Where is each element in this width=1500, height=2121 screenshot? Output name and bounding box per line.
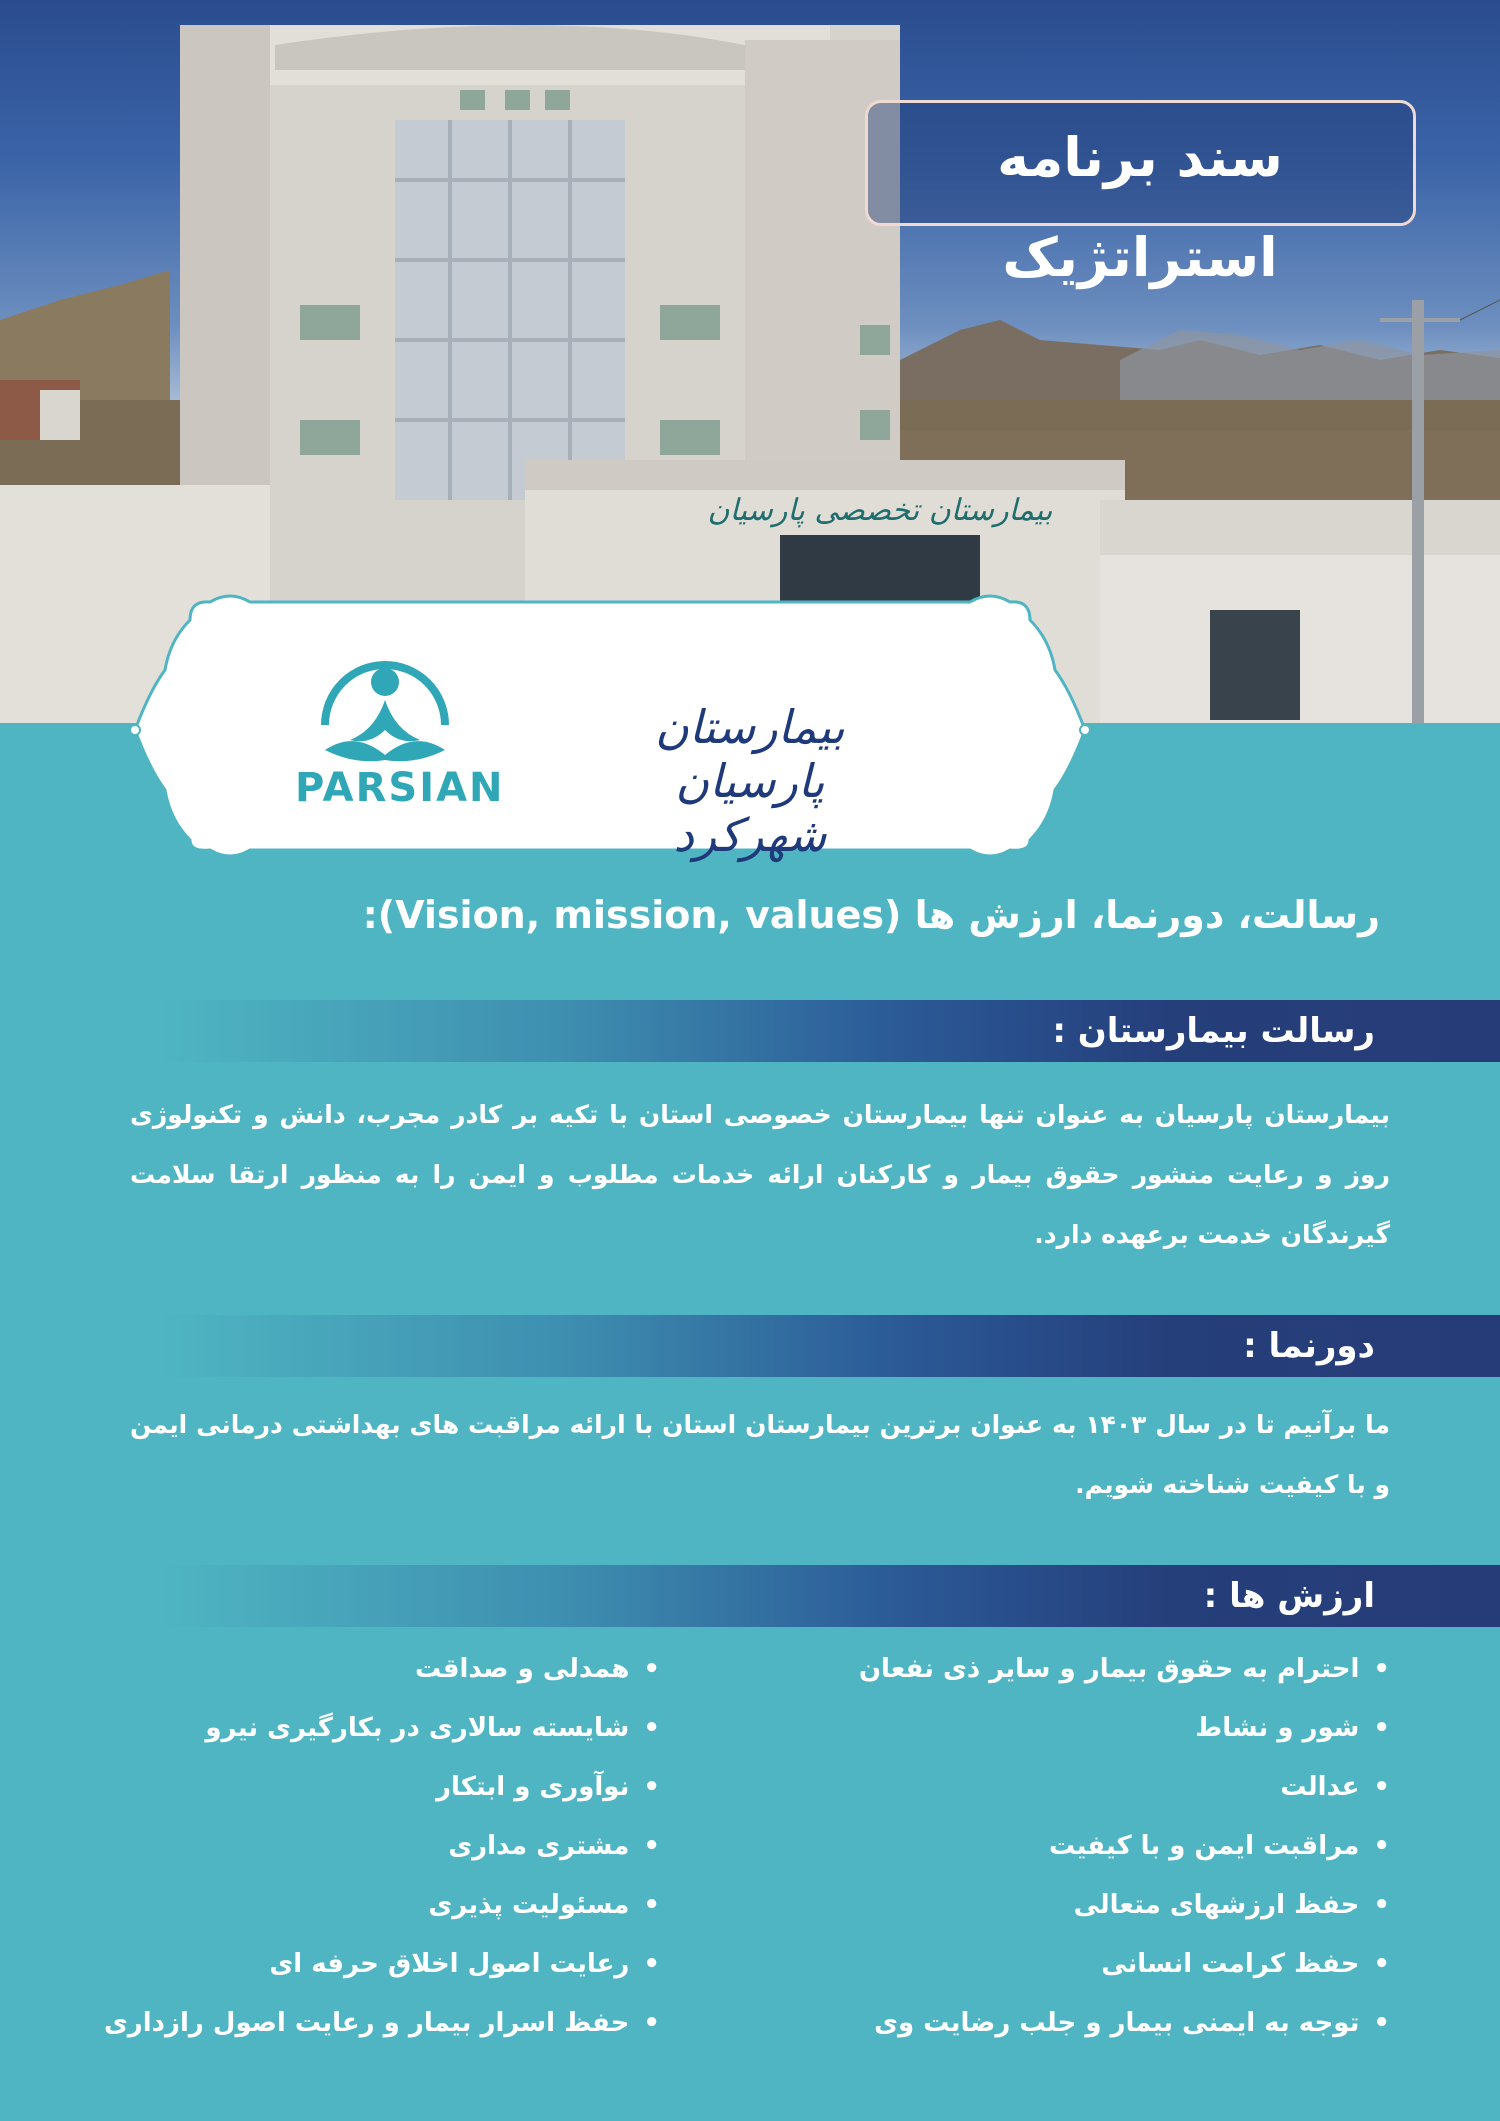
value-item: • مراقبت ایمن و با کیفیت xyxy=(830,1817,1390,1876)
value-item: • حفظ کرامت انسانی xyxy=(830,1935,1390,1994)
value-item: • توجه به ایمنی بیمار و جلب رضایت وی xyxy=(830,1994,1390,2053)
value-item: • احترام به حقوق بیمار و سایر ذی نفعان xyxy=(830,1640,1390,1699)
value-item: • همدلی و صداقت xyxy=(100,1640,660,1699)
main-heading: رسالت، دورنما، ارزش ها (Vision, mission, values): xyxy=(362,893,1380,937)
value-item: • مسئولیت پذیری xyxy=(100,1876,660,1935)
page-title: سند برنامه استراتژیک xyxy=(997,126,1283,289)
value-item: • مشتری مداری xyxy=(100,1817,660,1876)
value-item: • شور و نشاط xyxy=(830,1699,1390,1758)
vision-header-bar xyxy=(160,1315,1500,1377)
mission-text: بیمارستان پارسیان به عنوان تنها بیمارستان خصوصی استان با تکیه بر کادر مجرب، دانش و تکنولوژی روز و رعایت منشور حقوق بیمار و کارکنان ارائه خدمات مطلوب و ایمن را به منظور ارتقا سلامت گیرندگان خدمت برعهده دارد. xyxy=(130,1100,1390,1249)
value-item: • نوآوری و ابتکار xyxy=(100,1758,660,1817)
values-list-right xyxy=(830,1640,1390,2053)
vision-text: ما برآنیم تا در سال ۱۴۰۳ به عنوان برترین بیمارستان استان با ارائه مراقبت های بهداشتی درمانی ایمن و با کیفیت شناخته شویم. xyxy=(130,1410,1390,1499)
parsian-logo-text: PARSIAN xyxy=(295,765,505,811)
values-header-bar xyxy=(160,1565,1500,1627)
hospital-name-calligraphy: بیمارستان پارسیان شهرکرد xyxy=(655,700,845,862)
value-item: • شایسته سالاری در بکارگیری نیرو xyxy=(100,1699,660,1758)
value-item: • حفظ اسرار بیمار و رعایت اصول رازداری xyxy=(100,1994,660,2053)
mission-title: رسالت بیمارستان : xyxy=(1052,1011,1375,1051)
values-title: ارزش ها : xyxy=(1203,1576,1375,1616)
values-list-left xyxy=(100,1640,660,2053)
mission-header-bar xyxy=(160,1000,1500,1062)
value-item: • عدالت xyxy=(830,1758,1390,1817)
value-item: • حفظ ارزشهای متعالی xyxy=(830,1876,1390,1935)
vision-title: دورنما : xyxy=(1243,1326,1375,1366)
svg-text:بیمارستان تخصصی پارسیان: بیمارستان تخصصی پارسیان xyxy=(707,493,1053,528)
value-item: • رعایت اصول اخلاق حرفه ای xyxy=(100,1935,660,1994)
